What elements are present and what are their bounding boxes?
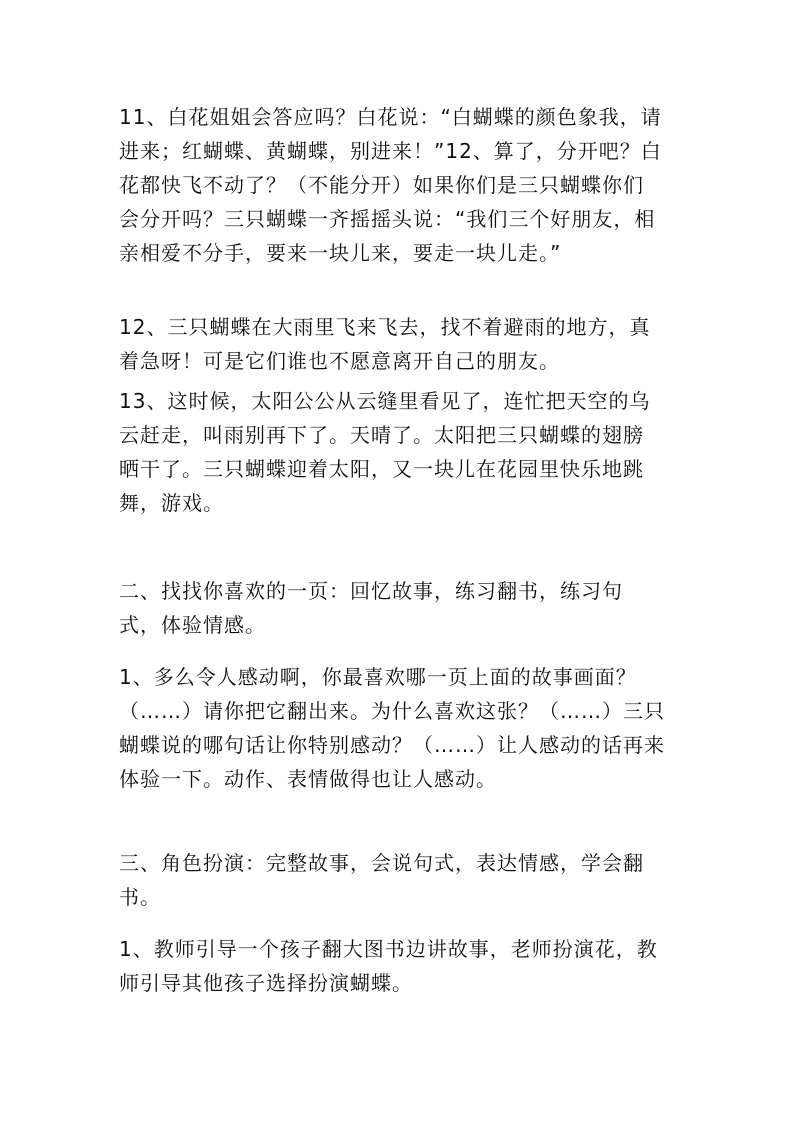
text-line: 11、白花姐姐会答应吗？白花说：“白蝴蝶的颜色象我，请 bbox=[119, 105, 662, 129]
text-line: 12、三只蝴蝶在大雨里飞来飞去，找不着避雨的地方，真 bbox=[119, 315, 651, 339]
text-line: 书。 bbox=[119, 885, 161, 909]
story-paragraph-11 bbox=[119, 100, 679, 270]
text-line: 云赶走，叫雨别再下了。天晴了。太阳把三只蝴蝶的翅膀 bbox=[119, 423, 644, 447]
text-line: 进来；红蝴蝶、黄蝴蝶，别进来！”12、算了，分开吧？白 bbox=[119, 139, 662, 163]
story-paragraph-13 bbox=[119, 384, 679, 520]
section-2-item-1 bbox=[119, 660, 679, 796]
text-line: 蝴蝶说的哪句话让你特别感动？（……）让人感动的话再来 bbox=[119, 733, 665, 757]
story-paragraph-12 bbox=[119, 310, 679, 378]
text-line: 花都快飞不动了？（不能分开）如果你们是三只蝴蝶你们 bbox=[119, 173, 644, 197]
text-line: 1、多么令人感动啊，你最喜欢哪一页上面的故事画面？ bbox=[119, 665, 637, 689]
text-line: 13、这时候，太阳公公从云缝里看见了，连忙把天空的乌 bbox=[119, 389, 651, 413]
text-line: 体验一下。动作、表情做得也让人感动。 bbox=[119, 767, 497, 791]
text-line: 三、角色扮演：完整故事，会说句式，表达情感，学会翻 bbox=[119, 851, 644, 875]
text-line: 着急呀！可是它们谁也不愿意离开自己的朋友。 bbox=[119, 349, 560, 373]
text-line: 1、教师引导一个孩子翻大图书边讲故事，老师扮演花，教 bbox=[119, 937, 658, 961]
section-3-item-1 bbox=[119, 932, 679, 1000]
text-line: 师引导其他孩子选择扮演蝴蝶。 bbox=[119, 971, 413, 995]
text-line: 会分开吗？三只蝴蝶一齐摇摇头说：“我们三个好朋友，相 bbox=[119, 207, 656, 231]
text-line: 亲相爱不分手，要来一块儿来，要走一块儿走。” bbox=[119, 241, 562, 265]
text-line: 式，体验情感。 bbox=[119, 613, 266, 637]
text-line: （……）请你把它翻出来。为什么喜欢这张？（……）三只 bbox=[119, 699, 665, 723]
text-line: 晒干了。三只蝴蝶迎着太阳，又一块儿在花园里快乐地跳 bbox=[119, 457, 644, 481]
section-heading-3 bbox=[119, 846, 679, 914]
text-line: 二、找找你喜欢的一页：回忆故事，练习翻书，练习句 bbox=[119, 579, 623, 603]
text-line: 舞，游戏。 bbox=[119, 491, 224, 515]
section-heading-2 bbox=[119, 574, 679, 642]
